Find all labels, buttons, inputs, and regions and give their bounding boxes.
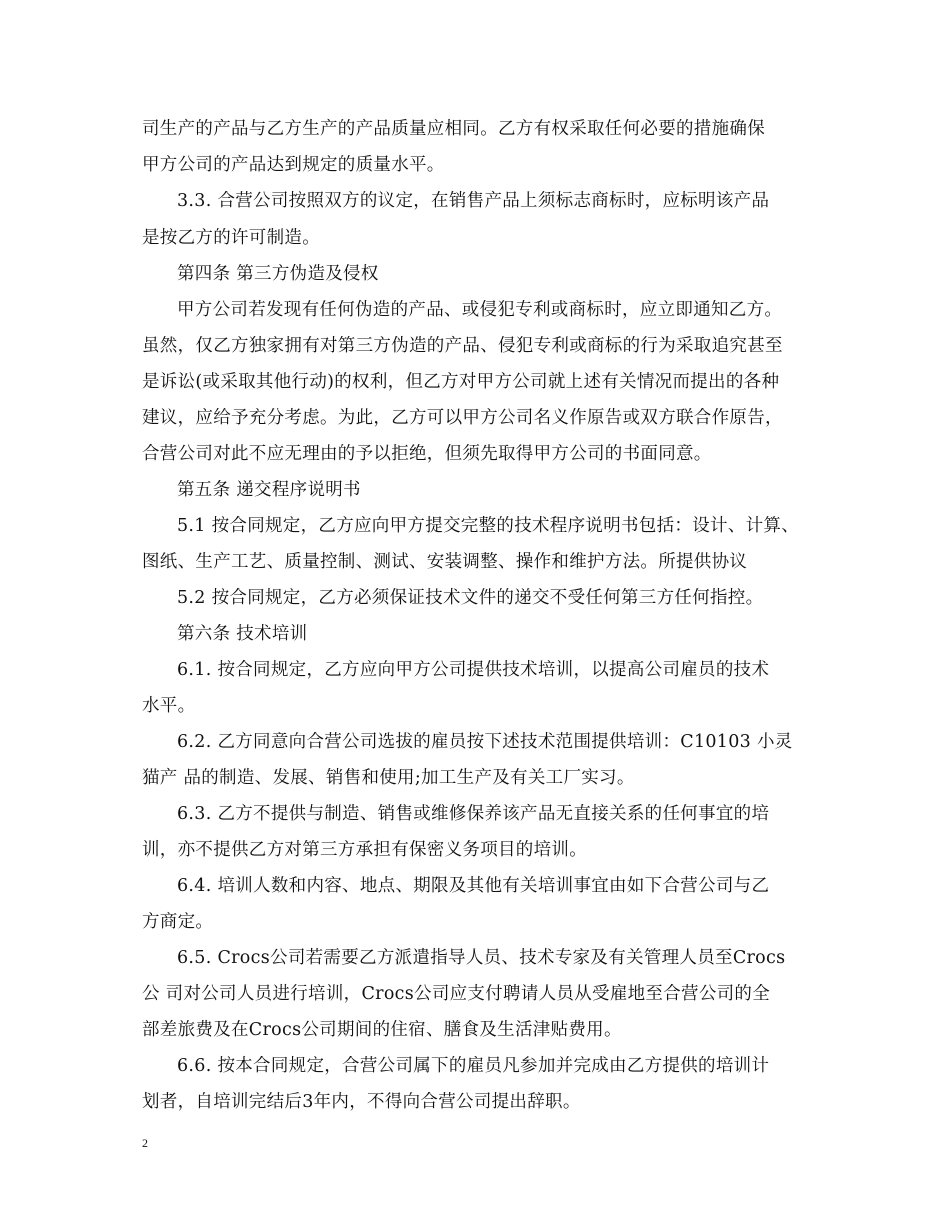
text-line: 划者，自培训完结后3年内，不得向合营公司提出辞职。 — [142, 1092, 581, 1112]
clause-3-3: 3.3. 合营公司按照双方的议定，在销售产品上须标志商标时，应标明该产品 — [177, 191, 770, 211]
text-line: 训，亦不提供乙方对第三方承担有保密义务项目的培训。 — [142, 840, 587, 860]
clause-6-4: 6.4. 培训人数和内容、地点、期限及其他有关培训事宜由如下合营公司与乙 — [177, 876, 770, 896]
text-line: 甲方公司的产品达到规定的质量水平。 — [142, 155, 445, 175]
clause-5-2: 5.2 按合同规定，乙方必须保证技术文件的递交不受任何第三方任何指控。 — [177, 588, 764, 608]
text-line: 部差旅费及在Crocs公司期间的住宿、膳食及生活津贴费用。 — [142, 1020, 622, 1040]
text-line: 图纸、生产工艺、质量控制、测试、安装调整、操作和维护方法。所提供协议 — [142, 552, 748, 572]
clause-6-3: 6.3. 乙方不提供与制造、销售或维修保养该产品无直接关系的任何事宜的培 — [177, 804, 770, 824]
page-number: 2 — [142, 1136, 148, 1150]
clause-6-2: 6.2. 乙方同意向合营公司选拔的雇员按下述技术范围提供培训：C10103 小灵 — [177, 732, 793, 752]
article-6-heading: 第六条 技术培训 — [177, 624, 308, 644]
text-line: 建议，应给予充分考虑。为此，乙方可以甲方公司名义作原告或双方联合作原告， — [142, 408, 783, 428]
clause-6-1: 6.1. 按合同规定，乙方应向甲方公司提供技术培训，以提高公司雇员的技术 — [177, 660, 770, 680]
article-5-heading: 第五条 递交程序说明书 — [177, 480, 361, 500]
text-line: 司生产的产品与乙方生产的产品质量应相同。乙方有权采取任何必要的措施确保 — [142, 119, 765, 139]
clause-6-5: 6.5. Crocs公司若需要乙方派遣指导人员、技术专家及有关管理人员至Crocs — [177, 948, 786, 968]
text-line: 水平。 — [142, 696, 196, 716]
article-4-heading: 第四条 第三方伪造及侵权 — [177, 264, 379, 284]
text-line: 是诉讼(或采取其他行动)的权利，但乙方对甲方公司就上述有关情况而提出的各种 — [142, 372, 780, 392]
text-line: 是按乙方的许可制造。 — [142, 228, 320, 248]
clause-6-6: 6.6. 按本合同规定，合营公司属下的雇员凡参加并完成由乙方提供的培训计 — [177, 1056, 770, 1076]
text-line: 虽然，仅乙方独家拥有对第三方伪造的产品、侵犯专利或商标的行为采取追究甚至 — [142, 336, 783, 356]
text-line: 猫产 品的制造、发展、销售和使用;加工生产及有关工厂实习。 — [142, 768, 635, 788]
text-line: 合营公司对此不应无理由的予以拒绝，但须先取得甲方公司的书面同意。 — [142, 444, 712, 464]
text-line: 方商定。 — [142, 912, 214, 932]
text-line: 甲方公司若发现有任何伪造的产品、或侵犯专利或商标时，应立即通知乙方。 — [177, 300, 783, 320]
clause-5-1: 5.1 按合同规定，乙方应向甲方提交完整的技术程序说明书包括：设计、计算、 — [177, 516, 799, 536]
text-line: 公 司对公司人员进行培训，Crocs公司应支付聘请人员从受雇地至合营公司的全 — [142, 984, 771, 1004]
